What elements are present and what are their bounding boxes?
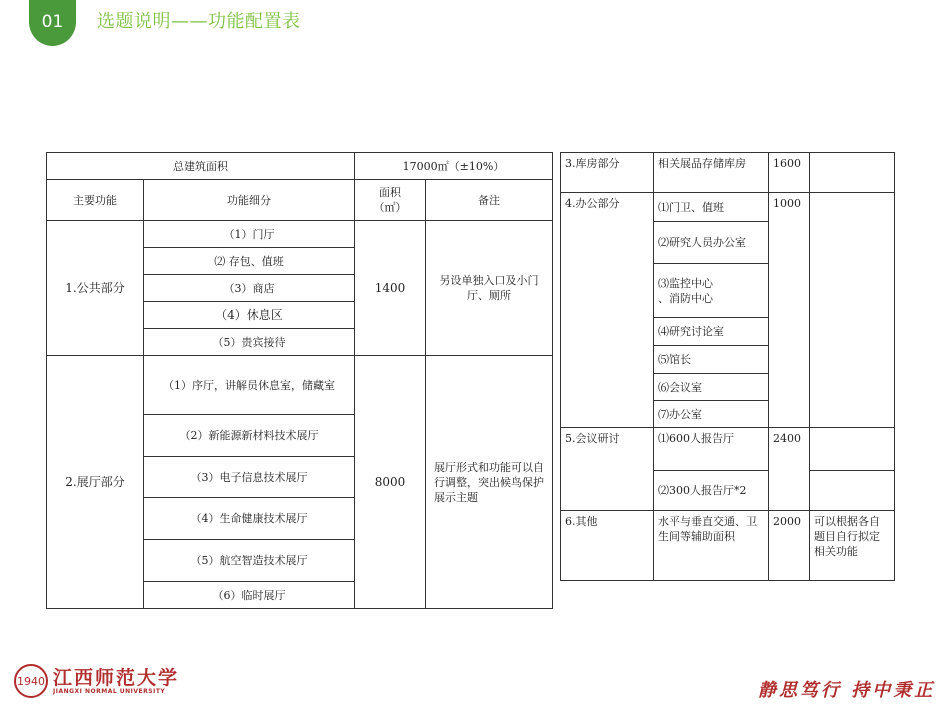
public-item: （1）门厅 — [144, 221, 355, 248]
university-name-en: JIANGXI NORMAL UNIVERSITY — [53, 687, 166, 695]
public-item: （5）贵宾接待 — [144, 329, 355, 356]
office-item: ⑵研究人员办公室 — [654, 222, 769, 264]
public-section-name: 1.公共部分 — [47, 221, 144, 356]
meeting-note — [810, 428, 895, 471]
public-note: 另设单独入口及小门厅、厕所 — [426, 221, 553, 356]
meeting-note — [810, 471, 895, 511]
header-main-function: 主要功能 — [47, 180, 144, 221]
university-name-cn: 江西师范大学 — [53, 666, 180, 689]
storage-note — [810, 153, 895, 193]
university-seal-icon: 1940 — [14, 664, 48, 698]
office-item: ⑶监控中心 、消防中心 — [654, 264, 769, 318]
exhibit-note: 展厅形式和功能可以自行调整，突出候鸟保护展示主题 — [426, 356, 553, 609]
section-number-badge: 01 — [29, 0, 76, 46]
header-area: 面积 （㎡） — [355, 180, 426, 221]
exhibit-area: 8000 — [355, 356, 426, 609]
other-note: 可以根据各自题目自行拟定相关功能 — [810, 511, 895, 581]
exhibit-item: （5）航空智造技术展厅 — [144, 540, 355, 582]
storage-area: 1600 — [769, 153, 810, 193]
exhibit-section-name: 2.展厅部分 — [47, 356, 144, 609]
page-title: 选题说明——功能配置表 — [97, 11, 301, 32]
office-item: ⑺办公室 — [654, 401, 769, 428]
university-logo — [14, 664, 179, 698]
total-area-value: 17000㎡（±10%） — [355, 153, 553, 180]
storage-item: 相关展品存储库房 — [654, 153, 769, 193]
office-note — [810, 193, 895, 428]
function-config-table-left — [46, 152, 553, 609]
header-function-detail: 功能细分 — [144, 180, 355, 221]
public-item: （4）休息区 — [144, 302, 355, 329]
meeting-item: ⑴600人报告厅 — [654, 428, 769, 471]
meeting-item: ⑵300人报告厅*2 — [654, 471, 769, 511]
exhibit-item: （2）新能源新材料技术展厅 — [144, 415, 355, 457]
office-section-name: 4.办公部分 — [561, 193, 654, 428]
exhibit-item: （4）生命健康技术展厅 — [144, 498, 355, 540]
function-config-table-right — [560, 152, 895, 581]
other-area: 2000 — [769, 511, 810, 581]
total-area-label: 总建筑面积 — [47, 153, 355, 180]
exhibit-item: （1）序厅，讲解员休息室，储藏室 — [144, 356, 355, 415]
exhibit-item: （6）临时展厅 — [144, 582, 355, 609]
university-motto: 静思笃行 持中秉正 — [758, 680, 936, 701]
storage-section-name: 3.库房部分 — [561, 153, 654, 193]
public-item: ⑵ 存包、值班 — [144, 248, 355, 275]
office-item: ⑸馆长 — [654, 346, 769, 374]
exhibit-item: （3）电子信息技术展厅 — [144, 457, 355, 498]
other-section-name: 6.其他 — [561, 511, 654, 581]
office-area: 1000 — [769, 193, 810, 428]
public-area: 1400 — [355, 221, 426, 356]
office-item: ⑴门卫、值班 — [654, 193, 769, 222]
office-item: ⑹会议室 — [654, 374, 769, 401]
public-item: （3）商店 — [144, 275, 355, 302]
other-item: 水平与垂直交通、卫生间等辅助面积 — [654, 511, 769, 581]
header-note: 备注 — [426, 180, 553, 221]
office-item: ⑷研究讨论室 — [654, 318, 769, 346]
meeting-section-name: 5.会议研讨 — [561, 428, 654, 511]
meeting-area: 2400 — [769, 428, 810, 511]
